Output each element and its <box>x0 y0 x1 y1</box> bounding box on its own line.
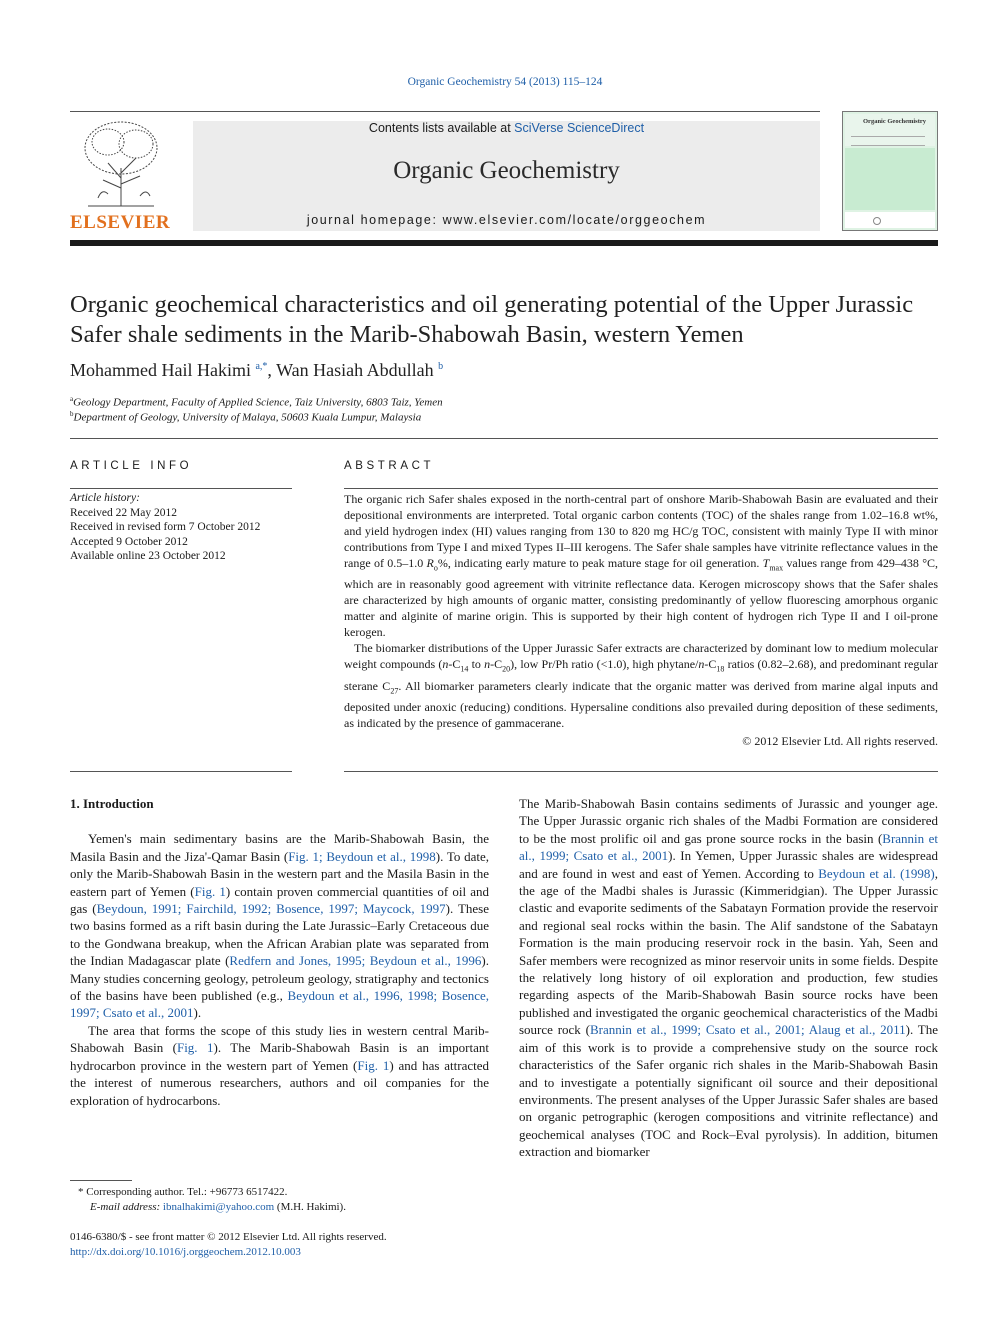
author-name: Wan Hasiah Abdullah <box>276 360 434 380</box>
history-item: Received in revised form 7 October 2012 <box>70 521 261 534</box>
homepage-line <box>193 213 820 227</box>
figure-link[interactable]: Fig. 1 <box>357 1057 390 1073</box>
header-thick-rule <box>70 240 938 246</box>
abstract-bottom-rule <box>344 771 938 772</box>
affiliation-text: Department of Geology, University of Malaya, 50603 Kuala Lumpur, Malaysia <box>73 411 422 424</box>
front-matter-info <box>70 1230 570 1259</box>
article-title: Organic geochemical characteristics and oil generating potential of the Upper Jurassic Safer shale sediments in the Marib-Shabowah Basin, western Yemen <box>70 291 914 348</box>
footnote-line <box>70 1185 490 1200</box>
body-paragraph: The Marib-Shabowah Basin contains sediments of Jurassic and younger age. The Upper Jurassic organic rich shales of the Madbi Formation are considered to be the most prolific oil and gas prone source rocks in the basin (Brannin et al., 1999; Csato et al., 2001). In Yemen, Upper Jurassic shales are widespread and are found in west and east of Yemen. According to Beydoun et al. (1998), the age of the Madbi shales is Jurassic (Kimmeridgian). The Upper Jurassic clastic and evaporite sediments of the Sabatayn Formation provide the reservoir and regional seal rocks within the basin. The Alif sandstone of the Sabatayn Formation is the main producing reservoir rock in the basin. Yah, Seen and Safer members were recognized as minor reservoir units in some fields. Despite the relatively long history of oil exploration and production, few studies regarding aspects of the Marib-Shabowah Basin source rocks have been published and investigated the organic geochemical characteristics of the Madbi source rock (Brannin et al., 1999; Csato et al., 2001; Alaug et al., 2011). The aim of this work is to provide a comprehensive study on the source rock characteristics of the Safer organic rich shales in the Marib-Shabowah Basin and to investigate a potentially significant oil source and their depositional environments. The present analyses of the Upper Jurassic Safer shales are based on organic petrographic (kerogen compositions and vitrinite reflectance) and geochemical analyses (TOC and Rock–Eval pyrolysis). In addition, bitumen extraction and biomarker <box>519 796 938 1160</box>
article-history <box>70 491 292 564</box>
abstract-copyright: © 2012 Elsevier Ltd. All rights reserved. <box>742 734 938 749</box>
citation-link[interactable]: Redfern and Jones, 1995; Beydoun et al., 1996 <box>229 953 482 969</box>
abstract-body <box>344 491 938 749</box>
article-info-bottom-rule <box>70 771 292 772</box>
citation-link[interactable]: Brannin et al., 1999; Csato et al., 2001 <box>519 830 938 864</box>
journal-citation[interactable] <box>0 76 992 88</box>
cover-title: Organic Geochemistry <box>863 118 926 125</box>
body-paragraph: Yemen's main sedimentary basins are the Marib-Shabowah Basin, the Masila Basin and the Jiza'-Qamar Basin (Fig. 1; Beydoun et al., 1998). To date, only the Marib-Shabowah Basin in the western part and the Masila Basin in the eastern part of Yemen (Fig. 1) contain proven commercial quantities of oil and gas (Beydoun, 1991; Fairchild, 1992; Bosence, 1997; Maycock, 1997). These two basins formed as a rift basin during the Late Jurassic–Early Cretaceous due to the Gondwana breakup, when the African Arabian plate was separated from the Indian Madagascar plate (Redfern and Jones, 1995; Beydoun et al., 1996). Many studies concerning geology, petroleum geology, stratigraphy and tectonics of the basins have been published (e.g., Beydoun et al., 1996, 1998; Bosence, 1997; Csato et al., 2001). <box>70 831 490 1021</box>
elsevier-logo[interactable] <box>70 118 170 233</box>
author-list <box>70 360 443 381</box>
homepage-prefix: journal homepage: <box>306 213 438 227</box>
body-column-left <box>70 795 489 1109</box>
history-label: Article history: <box>70 492 140 504</box>
journal-header-box <box>193 121 820 231</box>
cover-green-panel <box>845 148 935 210</box>
history-item: Received 22 May 2012 <box>70 506 177 519</box>
figure-link[interactable]: Fig. 1 <box>194 883 226 899</box>
affiliation <box>70 395 443 409</box>
citation-link[interactable]: Brannin et al., 1999; Csato et al., 2001; Alaug et al., 2011 <box>589 1022 906 1038</box>
affiliation-mark: a <box>70 395 74 403</box>
article-info-rule <box>70 488 292 489</box>
figure-link[interactable]: Fig. 1 <box>176 1040 214 1056</box>
email-link[interactable]: ibnalhakimi@yahoo.com <box>162 1201 275 1213</box>
abstract-rule <box>344 488 938 489</box>
footnote-marker: * <box>78 1186 84 1198</box>
history-item: Accepted 9 October 2012 <box>70 535 188 548</box>
section-heading: 1. Introduction <box>70 796 154 811</box>
sciencedirect-link[interactable]: SciVerse ScienceDirect <box>514 121 645 135</box>
citation-link[interactable]: Organic Geochemistry 54 (2013) 115–124 <box>407 76 603 88</box>
footnote-rule <box>70 1180 132 1181</box>
contents-line <box>193 121 820 135</box>
body-column-right <box>519 795 938 1161</box>
elsevier-tree-icon <box>78 118 164 208</box>
affiliation <box>70 410 421 424</box>
abstract-paragraph: The biomarker distributions of the Upper Jurassic Safer extracts are characterized by dominant low to medium molecular weight compounds ($n-C_{14}$ to $n-C_{20}$), low Pr/Ph ratio (<1.0), high phytane/$n-C_{18}$ ratios (0.82–2.68), and predominant regular sterane $C_{27}$. All biomarker parameters clearly indicate that the organic matter was derived from marine algal inputs and deposited under anoxic (reducing) conditions. Hypersaline conditions also prevailed during deposition of these sediments, as indicated by the presence of gammacerane. <box>344 641 938 731</box>
journal-name: Organic Geochemistry <box>393 157 620 184</box>
contents-prefix: Contents lists available at <box>368 121 511 135</box>
history-item: Available online 23 October 2012 <box>70 550 226 563</box>
citation-link[interactable]: Beydoun, 1991; Fairchild, 1992; Bosence, 1997; Maycock, 1997 <box>96 901 446 917</box>
author-name: Mohammed Hail Hakimi <box>70 360 251 380</box>
doi-link[interactable]: http://dx.doi.org/10.1016/j.orggeochem.2012.10.003 <box>70 1245 301 1258</box>
cover-logo-icon <box>873 217 881 225</box>
issn-line: 0146-6380/$ - see front matter © 2012 Elsevier Ltd. All rights reserved. <box>70 1231 387 1243</box>
abstract-paragraph: The organic rich Safer shales exposed in the north-central part of onshore Marib-Shabowah Basin are evaluated and their depositional environments are interpreted. Total organic carbon contents (TOC) of the shales range from 1.02–16.8 wt%, and yield hydrogen index (HI) values ranging from 130 to 820 mg HC/g TOC, consistent with mainly Type II with minor contributions from Type I and mixed Types II–III kerogens. The Safer shale samples have vitrinite reflectance values in the range of 0.5–1.0 $R_o\%$, indicating early mature to peak mature stage for oil generation. $T_{max}$ values range from 429–438 °C, which are in reasonably good agreement with vitrinite reflectance data. Kerogen microscopy shows that the Safer shales are characterized by high amounts of organic matter, consisting predominantly of yellow fluorescing amorphous organic matter and alginite of marine origin. This is supported by their high content of hydrogen rich Type II and I oil-prone kerogen. <box>344 492 939 640</box>
citation-link[interactable]: Beydoun et al. (1998) <box>818 865 935 881</box>
corresponding-author-footnote <box>70 1185 490 1215</box>
cover-lines <box>851 136 925 146</box>
footnote-text: Corresponding author. Tel.: +96773 6517422. <box>86 1186 288 1198</box>
body-paragraph: The area that forms the scope of this study lies in western central Marib-Shabowah Basin (Fig. 1). The Marib-Shabowah Basin is an important hydrocarbon province in the western part of Yemen (Fig. 1) and has attracted the interest of numerous researchers, authors and oil companies for the exploration of hydrocarbons. <box>70 1022 489 1108</box>
elsevier-wordmark: ELSEVIER <box>70 212 171 233</box>
affiliation-mark: b <box>70 410 74 418</box>
journal-cover-thumbnail[interactable] <box>842 111 938 231</box>
article-info-heading: ARTICLE INFO <box>70 460 193 472</box>
author-marks[interactable]: b <box>438 361 444 372</box>
email-suffix: (M.H. Hakimi). <box>276 1201 346 1213</box>
abstract-heading: ABSTRACT <box>344 460 435 472</box>
affiliation-text: Geology Department, Faculty of Applied Science, Taiz University, 6803 Taiz, Yemen <box>73 396 443 409</box>
author-separator: , <box>267 360 277 380</box>
author-marks[interactable]: a,* <box>255 361 268 372</box>
footnote-email-line <box>70 1200 490 1215</box>
citation-link[interactable]: Beydoun et al., 1996, 1998; Bosence, 1997; Csato et al., 2001 <box>70 988 490 1021</box>
header-rule <box>70 111 820 112</box>
homepage-url[interactable]: www.elsevier.com/locate/orggeochem <box>442 213 707 227</box>
citation-link[interactable]: Fig. 1; Beydoun et al., 1998 <box>288 848 436 864</box>
title-rule <box>70 438 938 439</box>
email-label: E-mail address: <box>90 1201 161 1213</box>
cover-footer <box>845 212 935 228</box>
